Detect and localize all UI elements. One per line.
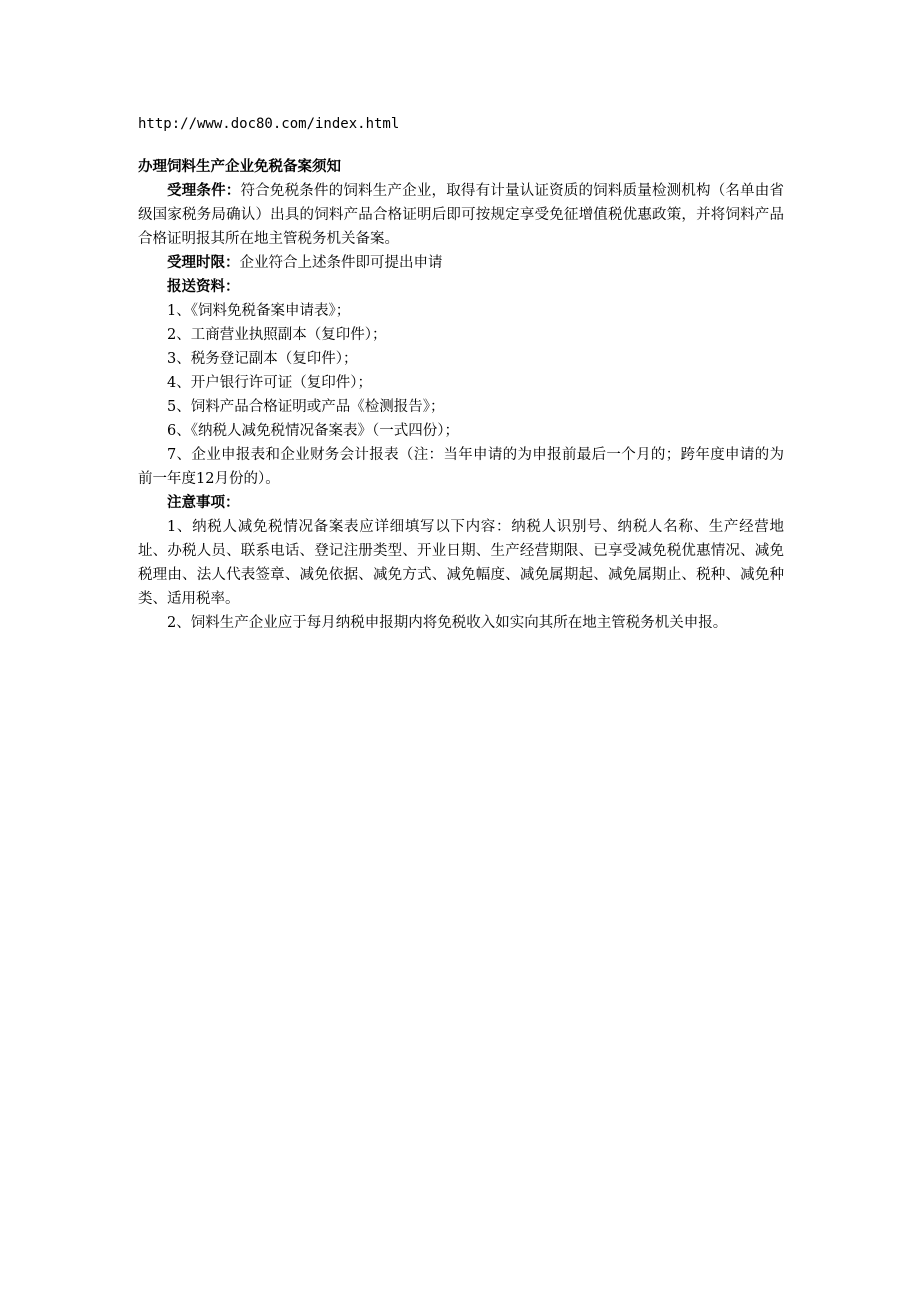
time-limit-text: 企业符合上述条件即可提出申请 (239, 255, 443, 271)
materials-label: 报送资料： (167, 279, 240, 295)
notes-item-1: 1、纳税人减免税情况备案表应详细填写以下内容：纳税人识别号、纳税人名称、生产经营地址、办税人员、联系电话、登记注册类型、开业日期、生产经营期限、已享受减免税优惠情况、减免税理由、法人代表签章、减免依据、减免方式、减免幅度、减免属期起、减免属期止、税种、减免种类、适用税率。 (138, 519, 784, 607)
notes-item-2: 2、饲料生产企业应于每月纳税申报期内将免税收入如实向其所在地主管税务机关申报。 (167, 615, 728, 631)
materials-item-6: 6、《纳税人减免税情况备案表》（一式四份）； (167, 423, 459, 439)
document-title: 办理饲料生产企业免税备案须知 (138, 159, 341, 175)
conditions-label: 受理条件： (167, 183, 241, 199)
time-limit-paragraph (138, 251, 784, 275)
notes-label: 注意事项： (167, 495, 240, 511)
document-page (138, 112, 784, 635)
conditions-text: 符合免税条件的饲料生产企业，取得有计量认证资质的饲料质量检测机构（名单由省级国家税务局确认）出具的饲料产品合格证明后即可按规定享受免征增值税优惠政策，并将饲料产品合格证明报其所在地主管税务机关备案。 (138, 183, 785, 247)
time-limit-label: 受理时限： (167, 255, 240, 271)
materials-item-5: 5、饲料产品合格证明或产品《检测报告》； (167, 399, 445, 415)
source-url: http://www.doc80.com/index.html (138, 116, 400, 132)
materials-item-7: 7、企业申报表和企业财务会计报表（注：当年申请的为申报前最后一个月的；跨年度申请的为前一年度12月份的）。 (138, 447, 784, 487)
materials-item-4: 4、开户银行许可证（复印件）； (167, 375, 372, 391)
conditions-paragraph (138, 179, 784, 251)
materials-item-1: 1、《饲料免税备案申请表》； (167, 303, 351, 319)
materials-heading (138, 275, 784, 299)
materials-item-2: 2、工商营业执照副本（复印件）； (167, 327, 387, 343)
materials-item-3: 3、税务登记副本（复印件）； (167, 351, 358, 367)
notes-heading (138, 491, 784, 515)
